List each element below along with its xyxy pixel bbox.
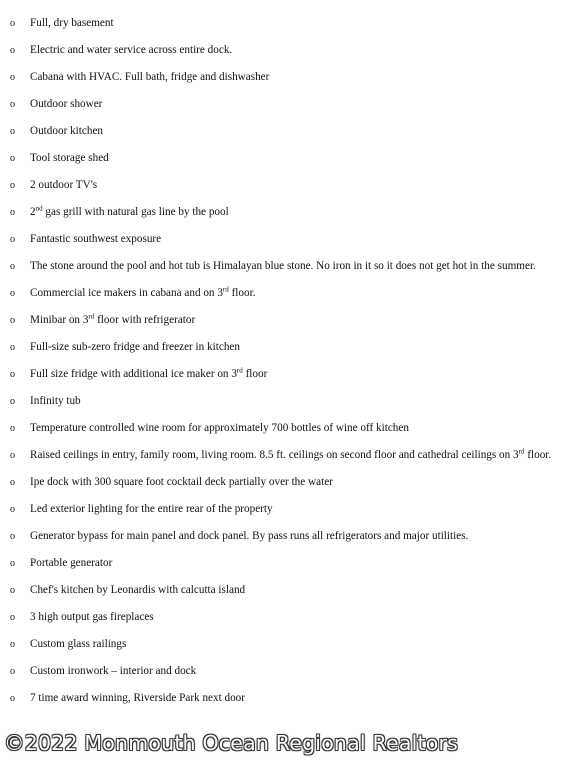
item-text-continued: floor.	[228, 287, 256, 299]
feature-list	[0, 17, 588, 719]
list-item	[0, 368, 588, 381]
bullet-icon: o	[10, 585, 15, 596]
item-text: Generator bypass for main panel and dock panel. By pass runs all refrigerators and major utilities.	[30, 530, 469, 542]
ordinal-suffix: rd	[222, 285, 229, 294]
bullet-icon: o	[10, 207, 15, 218]
item-text: 2 outdoor TV's	[30, 179, 98, 191]
item-text-continued: floor.	[524, 449, 552, 461]
ordinal-suffix: rd	[88, 312, 95, 321]
item-text: Chef's kitchen by Leonardis with calcutta island	[30, 584, 246, 596]
list-item	[0, 611, 588, 624]
ordinal-suffix: rd	[236, 366, 243, 375]
item-text: 7 time award winning, Riverside Park next door	[30, 692, 246, 704]
list-item	[0, 395, 588, 408]
list-item	[0, 638, 588, 651]
list-item	[0, 206, 588, 219]
item-text: Commercial ice makers in cabana and on 3	[30, 287, 223, 299]
list-item	[0, 179, 588, 192]
list-item	[0, 584, 588, 597]
list-item	[0, 422, 588, 435]
bullet-icon: o	[10, 45, 15, 56]
item-text-continued: gas grill with natural gas line by the pool	[42, 206, 229, 218]
item-text: Full, dry basement	[30, 17, 114, 29]
item-text: Full size fridge with additional ice maker on 3	[30, 368, 237, 380]
list-item	[0, 449, 588, 462]
list-item	[0, 17, 588, 30]
list-item	[0, 503, 588, 516]
bullet-icon: o	[10, 666, 15, 677]
item-text: Portable generator	[30, 557, 113, 569]
list-item	[0, 125, 588, 138]
item-text: Raised ceilings in entry, family room, living room. 8.5 ft. ceilings on second floor and cathedral ceilings on 3	[30, 449, 519, 461]
copyright-watermark: ©2022 Monmouth Ocean Regional Realtors	[4, 731, 458, 755]
ordinal-suffix: rd	[518, 447, 525, 456]
bullet-icon: o	[10, 342, 15, 353]
bullet-icon: o	[10, 450, 15, 461]
list-item	[0, 557, 588, 570]
item-text: The stone around the pool and hot tub is Himalayan blue stone. No iron in it so it does not get hot in the summer.	[30, 260, 536, 272]
item-text: Outdoor kitchen	[30, 125, 104, 137]
list-item	[0, 476, 588, 489]
item-text: Outdoor shower	[30, 98, 103, 110]
item-text: Temperature controlled wine room for approximately 700 bottles of wine off kitchen	[30, 422, 409, 434]
list-item	[0, 44, 588, 57]
item-text-continued: floor	[242, 368, 268, 380]
bullet-icon: o	[10, 261, 15, 272]
bullet-icon: o	[10, 396, 15, 407]
bullet-icon: o	[10, 288, 15, 299]
item-text: Ipe dock with 300 square foot cocktail deck partially over the water	[30, 476, 333, 488]
bullet-icon: o	[10, 126, 15, 137]
item-text: Custom ironwork – interior and dock	[30, 665, 197, 677]
list-item	[0, 530, 588, 543]
bullet-icon: o	[10, 315, 15, 326]
item-text: Full-size sub-zero fridge and freezer in kitchen	[30, 341, 240, 353]
item-text: Cabana with HVAC. Full bath, fridge and dishwasher	[30, 71, 270, 83]
item-text: Led exterior lighting for the entire rear of the property	[30, 503, 273, 515]
list-item	[0, 152, 588, 165]
list-item	[0, 233, 588, 246]
list-item	[0, 260, 588, 273]
item-text: Tool storage shed	[30, 152, 109, 164]
bullet-icon: o	[10, 18, 15, 29]
item-text-continued: floor with refrigerator	[94, 314, 196, 326]
item-text: Infinity tub	[30, 395, 81, 407]
bullet-icon: o	[10, 639, 15, 650]
bullet-icon: o	[10, 153, 15, 164]
bullet-icon: o	[10, 72, 15, 83]
bullet-icon: o	[10, 180, 15, 191]
item-text: Minibar on 3	[30, 314, 89, 326]
list-item	[0, 692, 588, 705]
item-text: Custom glass railings	[30, 638, 127, 650]
list-item	[0, 71, 588, 84]
list-item	[0, 98, 588, 111]
item-text: 3 high output gas fireplaces	[30, 611, 154, 623]
item-text: Fantastic southwest exposure	[30, 233, 162, 245]
bullet-icon: o	[10, 369, 15, 380]
bullet-icon: o	[10, 234, 15, 245]
bullet-icon: o	[10, 99, 15, 110]
list-item	[0, 665, 588, 678]
ordinal-suffix: nd	[35, 204, 43, 213]
bullet-icon: o	[10, 423, 15, 434]
bullet-icon: o	[10, 558, 15, 569]
bullet-icon: o	[10, 612, 15, 623]
bullet-icon: o	[10, 504, 15, 515]
item-text: 2	[30, 206, 36, 218]
item-text: Electric and water service across entire dock.	[30, 44, 233, 56]
bullet-icon: o	[10, 477, 15, 488]
bullet-icon: o	[10, 531, 15, 542]
bullet-icon: o	[10, 693, 15, 704]
list-item	[0, 341, 588, 354]
list-item	[0, 314, 588, 327]
list-item	[0, 287, 588, 300]
